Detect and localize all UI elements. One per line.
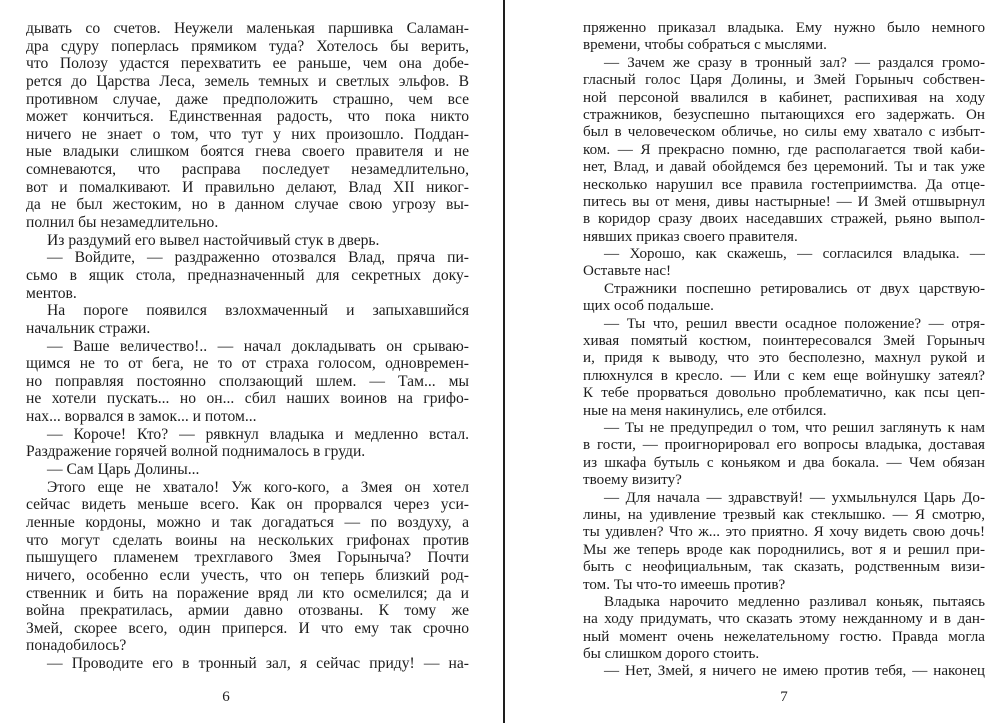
text-line: ные на меня накинулись, еле отбился. [583, 402, 827, 419]
text-line: в гости, — проигнорировал его вопросы владыка, доставая [583, 437, 985, 454]
text-line: — Проводите его в тронный зал, я сейчас приду! — на- [47, 655, 469, 673]
paragraph [583, 281, 985, 316]
text-line: война прекратилась, армии давно отозваны. К тому же [26, 602, 469, 620]
text-line: и, придя к выводу, что это бесполезно, махнул рукой и [583, 350, 985, 367]
text-line: несколько нарушил все правила гостеприимства. Да отце- [583, 176, 985, 193]
text-line: — Войдите, — раздраженно отозвался Влад, пряча пи- [47, 249, 469, 267]
text-line: Этого еще не хватало! Уж кого-кого, а Змея он хотел [47, 478, 469, 496]
text-line: пряженно приказал владыка. Ему нужно было немного [583, 20, 985, 36]
text-line: Раздражение горячей волной поднималось в груди. [26, 443, 366, 461]
paragraph [26, 479, 469, 655]
text-line: ный момент очень нежелательному гостю. Правда могла [583, 628, 985, 645]
paragraph [583, 490, 985, 594]
text-line: но поправляя постоянно сползающий шлем. — Там... мы [26, 372, 469, 390]
text-line: рется до Царства Леса, земель темных и светлых эльфов. В [26, 72, 469, 90]
paragraph [26, 302, 469, 337]
text-line: ничего не знает о том, что тут у них произошло. Поддан- [26, 125, 469, 143]
text-line: твоему визиту? [583, 472, 682, 489]
text-line: — Хорошо, как скажешь, — согласился владыка. — [604, 246, 985, 263]
text-line: ты удивлен? Что ж... это приятно. Я хочу видеть свою дочь! [583, 524, 985, 541]
page-divider [503, 0, 505, 723]
text-line: Змей, скорее всего, один приперся. И что ему так срочно [26, 619, 469, 637]
text-line: сейчас видеть меньше всего. Как он прорвался через уси- [26, 496, 469, 514]
paragraph [26, 20, 469, 232]
paragraph [26, 426, 469, 461]
text-line: На пороге появился взлохмаченный и запыхавшийся [47, 302, 469, 320]
text-line: — Нет, Змей, я ничего не имею против тебя, — наконец [604, 663, 985, 680]
text-line: нах... ворвался в замок... и потом... [26, 408, 257, 426]
text-line: ственник и бить на поражение вряд ли кто осмелился; да и [26, 584, 469, 602]
paragraph [583, 20, 985, 55]
paragraph [26, 461, 469, 479]
text-line: дывать со счетов. Неужели маленькая паршивка Саламан- [26, 20, 469, 37]
page-right-text [583, 20, 985, 681]
text-line: в коридор сразу двоих наседавших стражей, рьяно выпол- [583, 211, 985, 228]
page-left-text [26, 20, 469, 673]
text-line: стражников, безуспешно пытающихся его задержать. Он [583, 106, 985, 123]
text-line: — Ты что, решил ввести осадное положение? — отря- [604, 315, 985, 332]
text-line: сомневаются, что расправа последует незамедлительно, [26, 161, 469, 179]
text-line: был в человеческом обличье, но силы ему хватало с избыт- [583, 124, 985, 141]
text-line: быть с неофициальным, так сказать, родственным визи- [583, 559, 985, 576]
text-line: ком. — Я прекрасно помню, где располагается твой каби- [583, 141, 985, 158]
text-line: понадобилось? [26, 637, 127, 655]
text-line: питесь вы от меня, дивы настырные! — И Змей отшвырнул [583, 193, 985, 210]
text-line: — Зачем же сразу в тронный зал? — раздался громо- [604, 54, 985, 71]
paragraph [583, 663, 985, 680]
text-line: — Ваше величество!.. — начал докладывать он срываю- [47, 337, 469, 355]
text-line: дра сдуру поперлась прямиком туда? Хотелось бы верить, [26, 37, 469, 55]
text-line: что Полозу удастся перехватить ее раньше, чем она добе- [26, 55, 469, 73]
paragraph [583, 316, 985, 420]
text-line: ленные кордоны, можно и так догадаться — по воздуху, а [26, 513, 469, 531]
page-left-number: 6 [222, 689, 230, 705]
text-line: вот и помалкивают. И правильно делают, Влад XII никог- [26, 178, 469, 196]
text-line: из шкафа бутыль с коньяком и два бокала. — Чем обязан [583, 454, 985, 471]
text-line: лины, на удивление трезвый как стеклышко. — Я смотрю, [583, 506, 985, 523]
paragraph [26, 655, 469, 673]
text-line: времени, чтобы собраться с мыслями. [583, 37, 827, 54]
text-line: пышущего пламенем трехглавого Змея Горыныча? Почти [26, 549, 469, 567]
text-line: полнил бы незамедлительно. [26, 214, 219, 232]
text-line: Владыка нарочито медленно разливал коньяк, пытаясь [604, 593, 985, 610]
paragraph [26, 338, 469, 426]
text-line: на ходу придумать, что сказать этому нежданному и в дан- [583, 611, 985, 628]
text-line: противном случае, даже предположить страшно, чем все [26, 90, 469, 108]
page-right-number: 7 [780, 689, 788, 705]
text-line: — Для начала — здравствуй! — ухмыльнулся Царь До- [604, 489, 985, 506]
text-line: нет, Влад, и давай обойдемся без церемоний. Ты и так уже [583, 159, 985, 176]
text-line: Оставьте нас! [583, 263, 672, 280]
text-line: может кончиться. Единственная радость, что пока никто [26, 108, 469, 126]
text-line: Стражники поспешно ретировались от двух царствую- [604, 280, 985, 297]
paragraph [26, 232, 469, 250]
text-line: Из раздумий его вывел настойчивый стук в дверь. [47, 231, 380, 249]
text-line: щих особ подальше. [583, 298, 714, 315]
text-line: что могут сделать воины на нескольких грифонах против [26, 531, 469, 549]
text-line: нявших приказ своего правителя. [583, 228, 798, 245]
text-line: не хотели пускать... но он... сбил наших воинов на грифо- [26, 390, 469, 408]
text-line: плюхнулся в кресло. — Или с кем еще войнушку затеял? [583, 367, 985, 384]
text-line: сьмо в ящик стола, предназначенный для секретных доку- [26, 266, 469, 284]
text-line: Мы же теперь вроде как породнились, вот я и решил при- [583, 541, 985, 558]
text-line: щимся не то от бега, не то от страха голосом, одновремен- [26, 355, 469, 373]
paragraph [583, 594, 985, 664]
text-line: ные владыки слишком боятся гнева своего правителя и не [26, 143, 469, 161]
text-line: гласный голос Царя Долины, и Змей Горыныч собствен- [583, 72, 985, 89]
text-line: начальник стражи. [26, 319, 151, 337]
text-line: хивая помятый костюм, поинтересовался Змей Горыныч [583, 333, 985, 350]
text-line: ной персоной ввалился в кабинет, распихивая на ходу [583, 89, 985, 106]
text-line: К тебе прорваться довольно проблематично, как псы цеп- [583, 385, 985, 402]
text-line: да не был жестоким, но в данном случае свою угрозу вы- [26, 196, 469, 214]
paragraph [583, 55, 985, 246]
paragraph [583, 420, 985, 490]
text-line: бы слишком дорого стоить. [583, 646, 760, 663]
text-line: — Сам Царь Долины... [47, 461, 200, 479]
paragraph [26, 249, 469, 302]
text-line: ментов. [26, 284, 77, 302]
text-line: ничего, особенно если учесть, что он теперь близкий род- [26, 566, 469, 584]
paragraph [583, 246, 985, 281]
text-line: — Ты не предупредил о том, что решил заглянуть к нам [604, 419, 985, 436]
text-line: том. Ты что-то имеешь против? [583, 576, 786, 593]
text-line: — Короче! Кто? — рявкнул владыка и медленно встал. [47, 425, 469, 443]
